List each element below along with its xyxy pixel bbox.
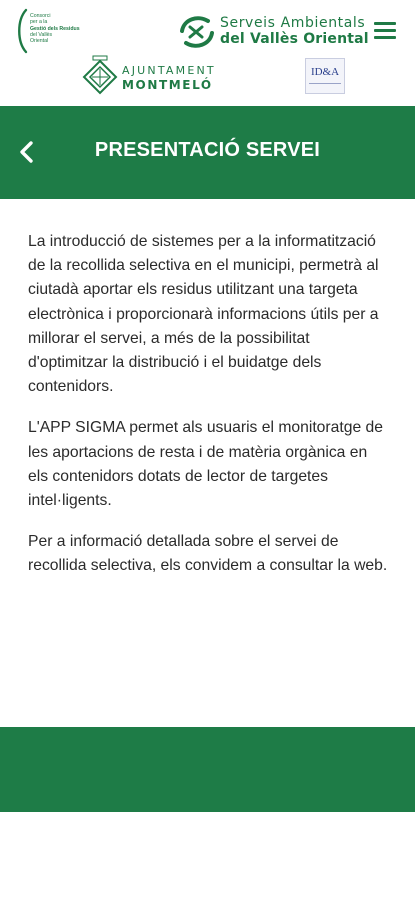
menu-bar — [374, 36, 396, 39]
ajuntament-logo-line1: AJUNTAMENT — [122, 64, 216, 77]
ida-logo-underline — [309, 83, 341, 87]
serveis-logo-line1: Serveis Ambientals — [220, 15, 366, 31]
page-title: PRESENTACIÓ SERVEI — [94, 139, 321, 161]
serveis-logo-line2: del Vallès Oriental — [220, 31, 369, 47]
logo-header — [0, 0, 415, 106]
consorci-line: per a la — [30, 19, 48, 26]
serveis-swirl-icon — [178, 13, 216, 51]
ajuntament-montmelo-logo — [80, 55, 220, 99]
ajuntament-logo-line2: MONTMELÓ — [122, 78, 213, 92]
ida-logo — [305, 58, 345, 94]
service-description — [28, 230, 388, 596]
description-paragraph: La introducció de sistemes per a la informatització de la recollida selectiva en el municipi, permetrà al ciutadà aportar els residus utilitzant una targeta electrònica i proporcionarà informacions útils per a millorar el servei, a més de la possibilitat d'optimitzar la distribució i el buidatge dels contenidors. — [28, 233, 379, 396]
montmelo-crest-icon — [80, 55, 120, 99]
ida-logo-text: ID&A — [310, 66, 340, 78]
consorci-line: del Vallès — [30, 31, 53, 38]
hamburger-menu-icon[interactable] — [372, 18, 400, 44]
footer-bar — [0, 727, 415, 812]
consorci-line: Gestió dels Residus — [30, 25, 80, 32]
consorci-arc-icon — [16, 8, 30, 54]
description-paragraph: L'APP SIGMA permet als usuaris el monitoratge de les aportacions de resta i de matèria orgànica en els contenidors dotats de lector de targetes intel·ligents. — [28, 419, 383, 510]
consorci-line: Consorci — [30, 13, 51, 19]
nav-bar — [0, 106, 415, 199]
consorci-line: Oriental — [30, 38, 49, 45]
menu-bar — [374, 29, 396, 32]
consorci-logo — [16, 8, 126, 54]
serveis-ambientals-logo — [178, 13, 369, 51]
description-paragraph: Per a informació detallada sobre el servei de recollida selectiva, els convidem a consultar la web. — [28, 533, 388, 575]
consorci-logo-text — [30, 13, 80, 44]
menu-bar — [374, 22, 396, 25]
